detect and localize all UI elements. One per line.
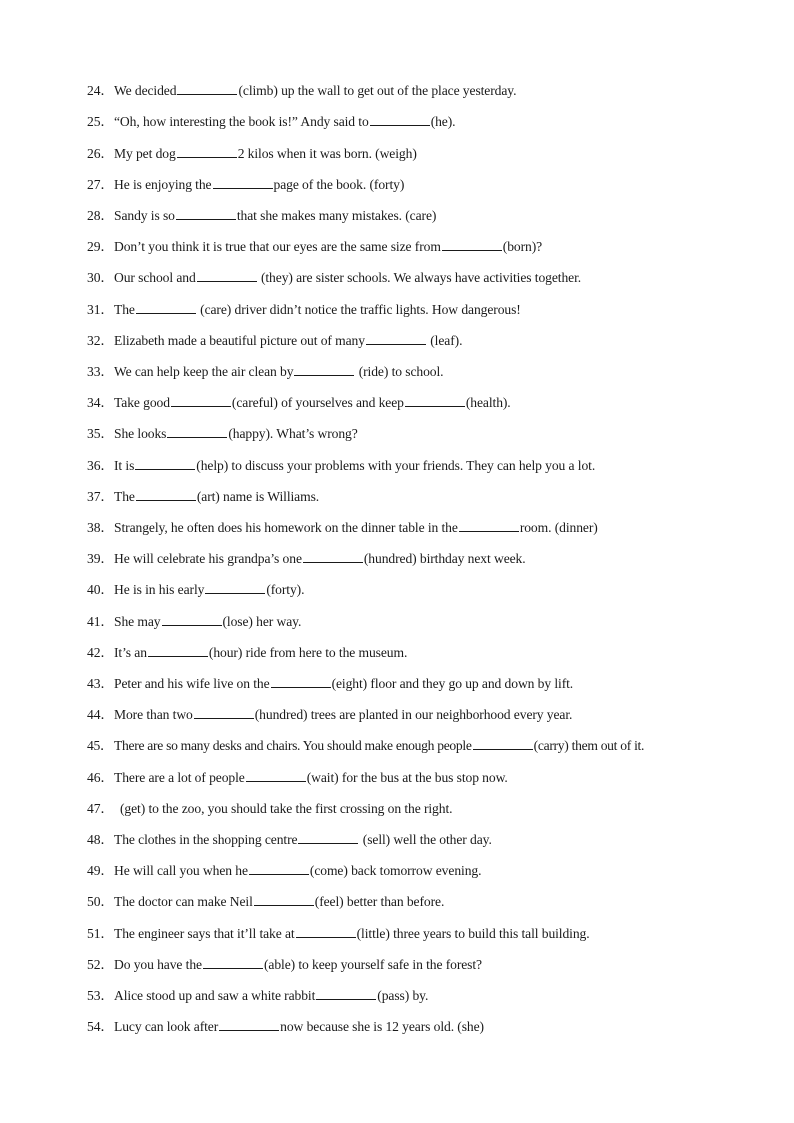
question-27: [87, 176, 404, 194]
question-number: 27．: [87, 177, 114, 192]
question-number: 45．: [87, 738, 114, 753]
question-50: [87, 893, 444, 911]
answer-blank[interactable]: [176, 207, 236, 220]
question-text-after: that she makes many mistakes. (care): [236, 208, 437, 223]
question-text-after: (health).: [465, 395, 511, 410]
question-number: 30．: [87, 270, 114, 285]
question-48: [87, 831, 492, 849]
question-number: 29．: [87, 239, 114, 254]
question-51: [87, 925, 590, 943]
question-text-before: There are a lot of people: [114, 770, 245, 785]
question-number: 39．: [87, 551, 114, 566]
question-text-after: (wait) for the bus at the bus stop now.: [306, 770, 508, 785]
question-number: 33．: [87, 364, 114, 379]
question-53: [87, 987, 428, 1005]
question-33: [87, 363, 443, 381]
question-number: 41．: [87, 614, 114, 629]
question-text-before: We can help keep the air clean by: [114, 364, 294, 379]
question-text-before: He will call you when he: [114, 863, 248, 878]
question-number: 52．: [87, 957, 114, 972]
question-39: [87, 550, 526, 568]
answer-blank[interactable]: [316, 987, 376, 1000]
question-26: [87, 145, 417, 163]
question-text-after: (climb) up the wall to get out of the place yesterday.: [238, 83, 517, 98]
question-text-before: “Oh, how interesting the book is!” Andy said to: [114, 114, 369, 129]
question-text-before: The clothes in the shopping centre: [114, 832, 298, 847]
question-text-before: She may: [114, 614, 161, 629]
question-text-before: More than two: [114, 707, 193, 722]
answer-blank[interactable]: [171, 394, 231, 407]
question-number: 50．: [87, 894, 114, 909]
answer-blank[interactable]: [442, 238, 502, 251]
question-text-after: (sell) well the other day.: [359, 832, 492, 847]
question-text-after: (forty).: [266, 582, 305, 597]
question-text-before: He is in his early: [114, 582, 205, 597]
question-text-after: (he).: [430, 114, 456, 129]
question-number: 26．: [87, 146, 114, 161]
question-38: [87, 519, 598, 537]
answer-blank[interactable]: [303, 550, 363, 563]
question-number: 32．: [87, 333, 114, 348]
question-47: [87, 800, 452, 818]
question-number: 38．: [87, 520, 114, 535]
question-number: 42．: [87, 645, 114, 660]
question-24: [87, 82, 516, 100]
answer-blank[interactable]: [135, 457, 195, 470]
question-text-after: (able) to keep yourself safe in the forest?: [263, 957, 482, 972]
question-text-before: Our school and: [114, 270, 196, 285]
question-text-before: It’s an: [114, 645, 147, 660]
question-text-after: (little) three years to build this tall building.: [356, 926, 590, 941]
question-49: [87, 862, 481, 880]
question-text-after: (hour) ride from here to the museum.: [208, 645, 408, 660]
question-text-after: room. (dinner): [519, 520, 598, 535]
question-text-before: He is enjoying the: [114, 177, 212, 192]
question-number: 28．: [87, 208, 114, 223]
question-text-before: There are so many desks and chairs. You should make enough people: [114, 738, 472, 753]
question-number: 37．: [87, 489, 114, 504]
question-30: [87, 269, 581, 287]
question-text-before: My pet dog: [114, 146, 176, 161]
answer-blank[interactable]: [459, 519, 519, 532]
answer-blank[interactable]: [177, 145, 237, 158]
answer-blank[interactable]: [366, 332, 426, 345]
answer-blank[interactable]: [136, 488, 196, 501]
question-number: 34．: [87, 395, 114, 410]
question-text-middle: (careful) of yourselves and keep: [231, 395, 404, 410]
answer-blank[interactable]: [205, 581, 265, 594]
question-number: 31．: [87, 302, 114, 317]
question-text-after: (pass) by.: [377, 988, 429, 1003]
answer-blank[interactable]: [177, 82, 237, 95]
question-number: 47．: [87, 801, 114, 816]
question-text-before: He will celebrate his grandpa’s one: [114, 551, 302, 566]
answer-blank[interactable]: [473, 737, 533, 750]
question-text-before: Do you have the: [114, 957, 202, 972]
answer-blank[interactable]: [162, 613, 222, 626]
question-number: 35．: [87, 426, 114, 441]
question-text-after: (ride) to school.: [355, 364, 444, 379]
question-text-before: We decided: [114, 83, 177, 98]
question-32: [87, 332, 462, 350]
question-text-after: (lose) her way.: [222, 614, 302, 629]
question-text-before: Don’t you think it is true that our eyes are the same size from: [114, 239, 441, 254]
question-text-before: The: [114, 489, 135, 504]
question-number: 24．: [87, 83, 114, 98]
answer-blank[interactable]: [219, 1018, 279, 1031]
question-text-after: 2 kilos when it was born. (weigh): [237, 146, 417, 161]
question-number: 48．: [87, 832, 114, 847]
question-36: [87, 457, 595, 475]
question-number: 36．: [87, 458, 114, 473]
question-37: [87, 488, 319, 506]
question-text-before: It is: [114, 458, 135, 473]
question-text-before: Peter and his wife live on the: [114, 676, 270, 691]
answer-blank[interactable]: [203, 956, 263, 969]
question-text-after: (hundred) trees are planted in our neighborhood every year.: [254, 707, 573, 722]
question-text-after: (carry) them out of it.: [533, 738, 645, 753]
question-text-after: (care) driver didn’t notice the traffic lights. How dangerous!: [196, 302, 521, 317]
question-number: 44．: [87, 707, 114, 722]
question-number: 43．: [87, 676, 114, 691]
question-text-after: now because she is 12 years old. (she): [280, 1019, 484, 1034]
question-text-before: The doctor can make Neil: [114, 894, 253, 909]
question-28: [87, 207, 436, 225]
answer-blank[interactable]: [148, 644, 208, 657]
answer-blank[interactable]: [405, 394, 465, 407]
answer-blank[interactable]: [370, 113, 430, 126]
question-54: [87, 1018, 484, 1036]
question-29: [87, 238, 542, 256]
question-text-after: (help) to discuss your problems with your friends. They can help you a lot.: [196, 458, 596, 473]
question-number: 53．: [87, 988, 114, 1003]
answer-blank[interactable]: [194, 706, 254, 719]
question-31: [87, 301, 521, 319]
answer-blank[interactable]: [271, 675, 331, 688]
question-text-before: Sandy is so: [114, 208, 175, 223]
question-35: [87, 425, 358, 443]
question-text-before: She looks: [114, 426, 167, 441]
question-46: [87, 769, 508, 787]
answer-blank[interactable]: [197, 269, 257, 282]
question-text-after: (feel) better than before.: [314, 894, 445, 909]
answer-blank[interactable]: [249, 862, 309, 875]
question-52: [87, 956, 482, 974]
question-34: [87, 394, 511, 412]
answer-blank[interactable]: [167, 425, 227, 438]
question-text-before: Elizabeth made a beautiful picture out of many: [114, 333, 365, 348]
question-text-after: (leaf).: [426, 333, 463, 348]
question-number: 25．: [87, 114, 114, 129]
answer-blank[interactable]: [213, 176, 273, 189]
question-text-after: (eight) floor and they go up and down by lift.: [331, 676, 574, 691]
question-25: [87, 113, 455, 131]
question-text-after: (happy). What’s wrong?: [228, 426, 358, 441]
answer-blank[interactable]: [246, 769, 306, 782]
answer-blank[interactable]: [298, 831, 358, 844]
question-text-after: (art) name is Williams.: [196, 489, 320, 504]
question-text-after: page of the book. (forty): [273, 177, 405, 192]
question-text-after: (born)?: [502, 239, 543, 254]
question-40: [87, 581, 304, 599]
question-42: [87, 644, 407, 662]
answer-blank[interactable]: [254, 893, 314, 906]
answer-blank[interactable]: [296, 925, 356, 938]
question-text-after: (get) to the zoo, you should take the first crossing on the right.: [120, 801, 453, 816]
question-number: 49．: [87, 863, 114, 878]
question-44: [87, 706, 572, 724]
question-text-before: Lucy can look after: [114, 1019, 219, 1034]
question-number: 46．: [87, 770, 114, 785]
question-text-before: Take good: [114, 395, 170, 410]
question-text-after: (hundred) birthday next week.: [363, 551, 526, 566]
question-text-before: Alice stood up and saw a white rabbit: [114, 988, 316, 1003]
question-text-after: (they) are sister schools. We always have activities together.: [257, 270, 582, 285]
answer-blank[interactable]: [136, 301, 196, 314]
question-45: [87, 737, 644, 755]
question-41: [87, 613, 301, 631]
question-text-before: The engineer says that it’ll take at: [114, 926, 295, 941]
answer-blank[interactable]: [294, 363, 354, 376]
question-text-before: The: [114, 302, 135, 317]
question-43: [87, 675, 573, 693]
question-number: 40．: [87, 582, 114, 597]
question-text-before: Strangely, he often does his homework on the dinner table in the: [114, 520, 458, 535]
question-text-after: (come) back tomorrow evening.: [309, 863, 482, 878]
question-number: 51．: [87, 926, 114, 941]
question-number: 54．: [87, 1019, 114, 1034]
